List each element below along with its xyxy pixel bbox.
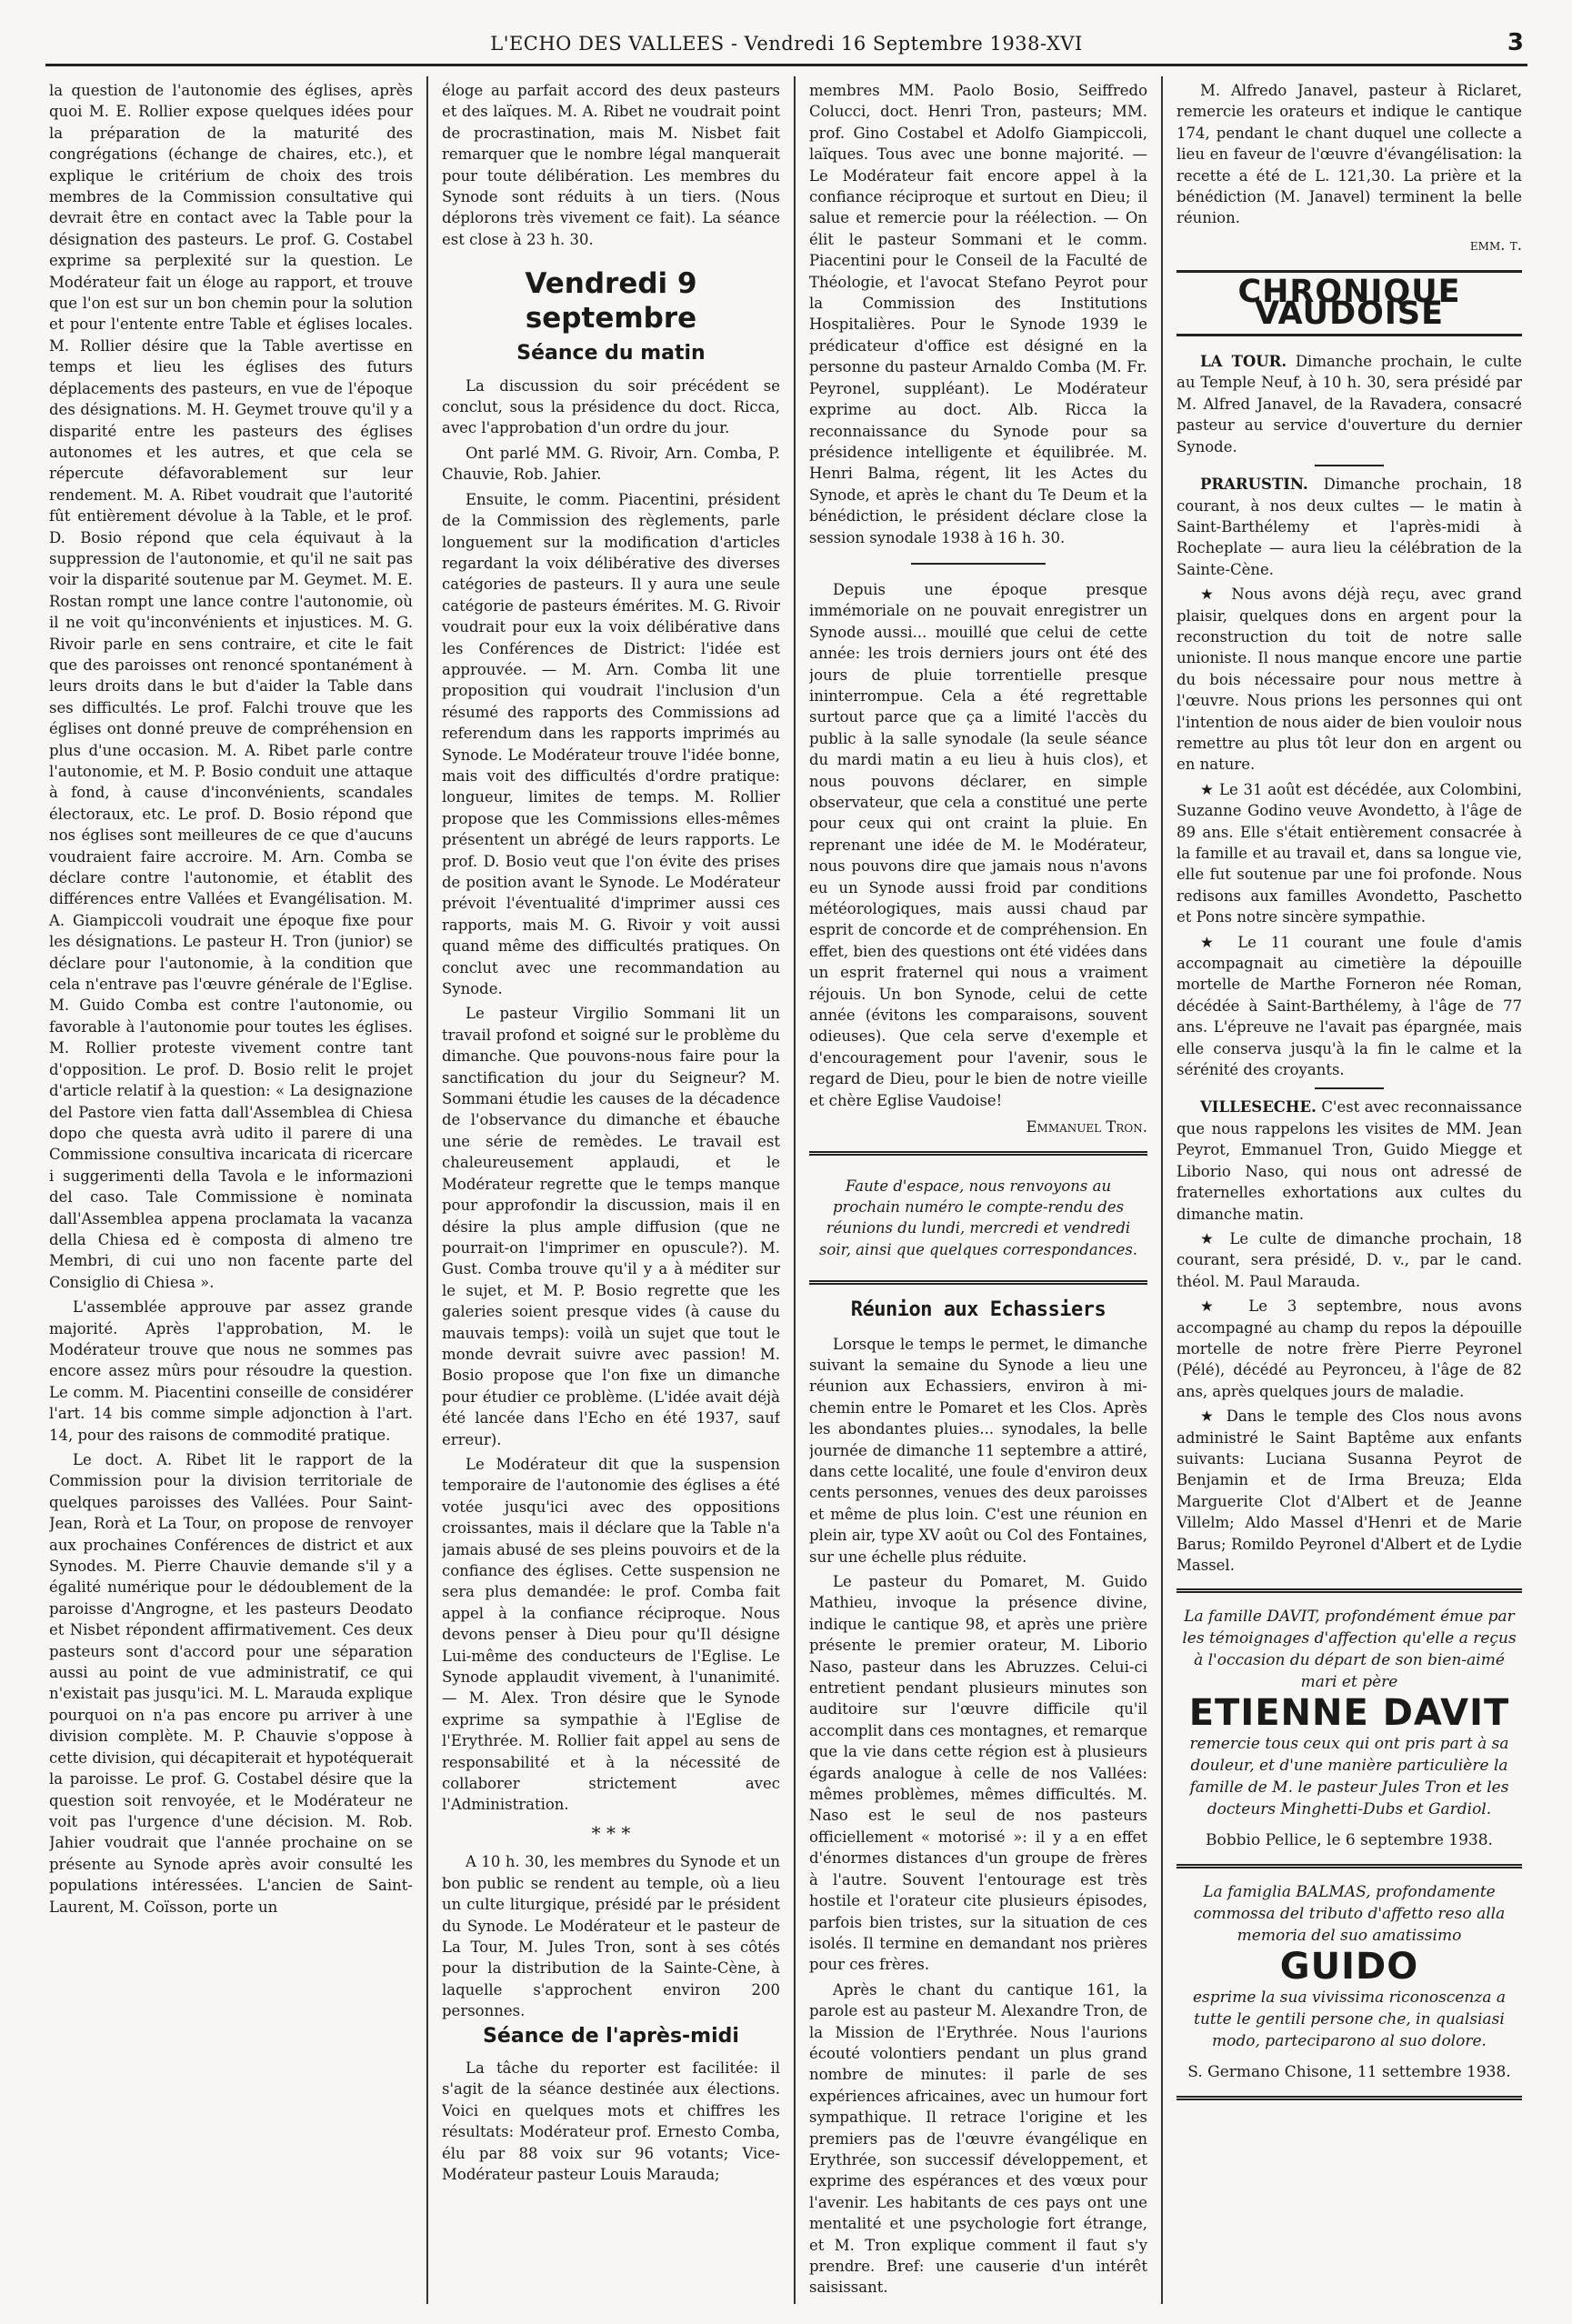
column-2 xyxy=(442,80,780,2299)
section-heading-morning: Séance du matin xyxy=(516,342,706,366)
notice-davit xyxy=(1176,1606,1522,1851)
divider xyxy=(911,563,1046,565)
column-rule xyxy=(794,76,796,2304)
news-text: Dimanche prochain, le culte au Temple Neuf, à 10 h. 30, sera présidé par M. Alfred Janavel, de la Ravadera, consacré pasteur au service d'ouverture du dernier Synode. xyxy=(1176,353,1522,456)
notice-footer: S. Germano Chisone, 11 settembre 1938. xyxy=(1187,2063,1511,2082)
notice-balmas xyxy=(1176,1881,1522,2083)
article-paragraph: Le doct. A. Ribet lit le rapport de la Commission pour la division territoriale de quelques paroisses des Vallées. Pour Saint-Jean, Rorà et La Tour, on propose de renvoyer aux prochaines Conférences de district et aux Synodes. M. Pierre Chauvie demande s'il y a égalité numérique pour le dédoublement de la paroisse d'Angrogne, et les pasteurs Deodato et Nisbet répondent affirmativement. Ces deux pasteurs sont d'accord pour une séparation aussi au point de vue administratif, ce qui n'existait pas jusqu'ici. M. L. Marauda explique pourquoi on n'a pas encore pu arriver à une division complète. M. P. Chauvie s'oppose à cette division, qui décapiterait et hypotéquerait la paroisse. Le prof. G. Costabel désire que la question soit renvoyée, et le Modérateur ne voit pas l'urgence d'une décision. M. Rob. Jahier voudrait que l'année prochaine on se présente au Synode après avoir consulté les populations intéressées. L'ancien de Saint-Laurent, M. Coïsson, porte un xyxy=(49,1451,413,1916)
section-heading-reunion: Réunion aux Echassiers xyxy=(850,1298,1106,1322)
divider xyxy=(1315,1087,1384,1089)
divider xyxy=(1176,1864,1522,1868)
place-name: LA TOUR. xyxy=(1200,353,1287,371)
column-rule xyxy=(1161,76,1163,2304)
news-text: Dimanche prochain, 18 courant, à nos deux cultes — le matin à Saint-Barthélemy et l'après-midi à Rocheplate — aura lieu la célébration de la Sainte-Cène. xyxy=(1176,476,1522,578)
chronique-title: CHRONIQUE VAUDOISE xyxy=(1176,270,1522,336)
article-paragraph: Le pasteur Virgilio Sommani lit un travail profond et soigné sur le problème du dimanche. Que pouvons-nous faire pour la sanctification du jour du Seigneur? M. Sommani étudie les causes de la décadence de l'observance du dimanche et ébauche une série de remèdes. Le travail est chaleureusement applaudi, et le Modérateur regrette que le temps manque pour approfondir la discussion, mais il en désire la plus ample diffusion (que ne pourrait-on l'imprimer en opuscule?). M. Gust. Comba trouve qu'il y a à méditer sur le sujet, et M. P. Bosio regrette que les galeries soient presque vides (à cause du mauvais temps): voilà un sujet que tout le monde devrait suivre avec passion! M. Bosio propose que l'on fixe un dimanche pour étudier ce problème. (L'idée avait déjà été lancée dans l'Echo en été 1937, sauf erreur). xyxy=(442,1005,780,1448)
column-1 xyxy=(49,80,413,2299)
news-item: ★ Le culte de dimanche prochain, 18 courant, sera présidé, D. v., par le cand. théol. M. Paul Marauda. xyxy=(1176,1229,1522,1290)
notice-text: remercie tous ceux qui ont pris part à sa douleur, et d'une manière particulière la famille de M. le pasteur Jules Tron et les docteurs Minghetti-Dubs et Gardiol. xyxy=(1189,1735,1509,1819)
news-item: ★ Le 31 août est décédée, aux Colombini, Suzanne Godino veuve Avondetto, à l'âge de 89 ans. Elle s'était entièrement consacrée à la famille et au travail et, dans sa longue vie, elle fut soutenue par une foi profonde. Nous redisons aux familles Avondetto, Paschetto et Pons notre sincère sympathie. xyxy=(1176,780,1522,927)
divider xyxy=(1315,465,1384,466)
section-heading-day: Vendredi 9 septembre xyxy=(525,267,697,336)
column-3 xyxy=(809,80,1147,2299)
signature: Emmanuel Tron. xyxy=(1026,1118,1147,1137)
notice-text: La famille DAVIT, profondément émue par les témoignages d'affection qu'elle a reçus à l'occasion du départ de son bien-aimé mari et père xyxy=(1182,1608,1517,1692)
notice-name: ETIENNE DAVIT xyxy=(1188,1692,1510,1735)
notice-text: esprime la sua vivissima riconoscenza a tutte le gentili persone che, in qualsiasi modo, parteciparono al suo dolore. xyxy=(1192,1988,1507,2051)
column-rule xyxy=(426,76,428,2304)
page-header xyxy=(45,27,1527,66)
article-paragraph: Depuis une époque presque immémoriale on ne pouvait enregistrer un Synode aussi... mouillé que celui de cette année: les trois derniers jours ont été des jours de pluie torrentielle presque ininterrompue. Cela a été regrettable surtout parce que ça a limité l'accès du public à la salle synodale (la seule séance du mardi matin a eu lieu à huis clos), et nous pouvons déclarer, en simple observateur, que cela a constitué une perte pour ceux qui ont craint la pluie. En reprenant une idée de M. le Modérateur, nous pouvons dire que jamais nous n'avons eu un Synode aussi froid par conditions météorologiques, mais aussi chaud par esprit de concorde et de compréhension. En effet, bien des questions ont été vidées dans un esprit fraternel qui nous a vraiment réjouis. Un bon Synode, celui de cette année (évitons les comparaisons, souvent odieuses). Que cela serve d'exemple et d'encouragement pour l'avenir, sous le regard de Dieu, pour le bien de notre vieille et chère Eglise Vaudoise! xyxy=(809,580,1147,1109)
column-4 xyxy=(1176,80,1522,2299)
article-paragraph: Après le chant du cantique 161, la parole est au pasteur M. Alexandre Tron, de la Mission de l'Erythrée. Nous l'aurions écouté volontiers pendant un plus grand nombre de minutes: il parle de ses expériences africaines, avec un humour fort sympathique. Il retrace l'origine et les premiers pas de l'œuvre évangélique en Erythrée, son successif développement, et exprime des espérances et des vœux pour l'avenir. Les habitants de ces pays ont une mentalité et une psychologie fort étrange, et M. Tron explique comment il faut s'y prendre. Bref: une causerie d'un intérêt saisissant. xyxy=(809,1980,1147,2297)
notice-footer: Bobbio Pellice, le 6 septembre 1938. xyxy=(1206,1831,1493,1850)
article-paragraph: La tâche du reporter est facilitée: il s'agit de la séance destinée aux élections. Voici en quelques mots et chiffres les résultats: Modérateur prof. Ernesto Comba, élu par 88 voix sur 96 votants; Vice-Modérateur pasteur Louis Marauda; xyxy=(442,2059,780,2183)
article-paragraph: Ont parlé MM. G. Rivoir, Arn. Comba, P. Chauvie, Rob. Jahier. xyxy=(442,444,780,484)
article-paragraph: Ensuite, le comm. Piacentini, président de la Commission des règlements, parle longuement sur la modification d'articles regardant la voix délibérative des diverses catégories de pasteurs. Il y aura une seule catégorie de pasteurs émérites. M. G. Rivoir voudrait pour eux la voix délibérative dans les Conférences de District: l'idée est approuvée. — M. Arn. Comba lit une proposition qui voudrait l'inclusion d'un résumé des rapports des Commissions ad referendum dans les rapports imprimés au Synode. Le Modérateur trouve l'idée bonne, mais voit des difficultés d'ordre pratique: longueur, limites de temps. M. Rollier propose que les Commissions elles-mêmes présentent un abrégé de leurs rapports. Le prof. D. Bosio veut que l'on évite des prises de position avant le Synode. Le Modérateur prévoit l'éventualité d'imprimer aussi ces rapports, mais M. G. Rivoir y voit aussi quand même des difficultés pratiques. On conclut avec une recommandation au Synode. xyxy=(442,490,780,998)
article-paragraph: la question de l'autonomie des églises, après quoi M. E. Rollier expose quelques idées pour la préparation de la maturité des congrégations (échange de chaires, etc.), et explique le critérium de choix des trois membres de la Commission consultative qui devrait être en contact avec la Table pour la désignation des pasteurs. Le prof. G. Costabel exprime sa perplexité sur la question. Le Modérateur fait un éloge au rapport, et trouve que l'on est sur un bon chemin pour la solution et pour l'entente entre Table et églises locales. M. Rollier désire que la Table avertisse en temps et lieu les églises des futurs déplacements des pasteurs, en vue de l'époque des désignations. M. H. Geymet trouve qu'il y a disparité entre les pasteurs des églises autonomes et les autres, et que cela se répercute défavorablement sur leur rendement. M. A. Ribet voudrait que l'autorité fût entièrement dévolue à la Table, et le prof. D. Bosio répond que cela équivaut à la suppression de l'autonomie, et qu'il ne sait pas voir la disparité soutenue par M. Geymet. M. E. Rostan rompt une lance contre l'autonomie, où il ne voit qu'inconvénients et injustices. M. G. Rivoir parle en sens contraire, et cite le fait que des paroisses ont renoncé spontanément à leurs droits dans le but d'aider la Table dans ses difficultés. Le prof. Falchi trouve que les églises ont donné preuve de compréhension en plus d'une occasion. M. A. Ribet parle contre l'autonomie, et M. P. Bosio conduit une attaque à fond, à cause d'inconvénients, scandales électoraux, etc. Le prof. D. Bosio répond que nos églises sont meilleures de ce que d'aucuns voudraient faire accroire. M. Arn. Comba se déclare contre l'autonomie, et établit des différences entre Vallées et Evangélisation. M. A. Giampiccoli voudrait une époque fixe pour les désignations. Le pasteur H. Tron (junior) se déclare pour l'autonomie, à la condition que cela n'entrave pas l'œuvre générale de l'Eglise. M. Guido Comba est contre l'autonomie, ou favorable à l'autonomie pour toutes les églises. M. Rollier proteste vivement contre tant d'opposition. Le prof. D. Bosio relit le projet d'article relatif à la question: « La designazione del Pastore vien fatta dall'Assemblea di Chiesa dopo che questa avrà udito il parere di una Commissione consultiva incaricata di ricercare i suggerimenti della Tavola e le informazioni del caso. Tale Commissione è nominata dall'Assemblea appena proclamata la vacanza della Chiesa ed è composta di almeno tre Membri, di cui uno non facente parte del Consiglio di Chiesa ». xyxy=(49,82,413,1291)
article-paragraph: La discussion du soir précédent se conclut, sous la présidence du doct. Ricca, avec l'approbation d'un ordre du jour. xyxy=(442,376,780,437)
news-item: ★ Le 11 courant une foule d'amis accompagnait au cimetière la dépouille mortelle de Marthe Forneron née Roman, décédée à Saint-Barthélemy, à l'âge de 77 ans. L'épreuve ne l'avait pas épargnée, mais elle conserva jusqu'à la fin le calme et la sérénité des croyants. xyxy=(1176,933,1522,1079)
divider xyxy=(809,1280,1147,1285)
notice-text: La famiglia BALMAS, profondamente commossa del tributo d'affetto reso alla memoria del suo amatissimo xyxy=(1193,1883,1506,1946)
divider xyxy=(1176,1588,1522,1593)
section-break: * * * xyxy=(591,1821,631,1844)
news-item: ★ Nous avons déjà reçu, avec grand plaisir, quelques dons en argent pour la reconstruction du toit de notre salle unioniste. Il nous manque encore une partie du bois nécessaire pour nous mettre à l'œuvre. Nous prions les personnes qui ont l'intention de nous aider de bien vouloir nous remettre au plus tôt leur don en argent ou en nature. xyxy=(1176,586,1522,774)
page-number: 3 xyxy=(1507,29,1524,56)
news-item: ★ Le 3 septembre, nous avons accompagné au champ du repos la dépouille mortelle de notre frère Pierre Peyronel (Pélé), décédé au Peyronceu, à l'âge de 82 ans, après quelques jours de maladie. xyxy=(1176,1297,1522,1400)
news-item: ★ Dans le temple des Clos nous avons administré le Saint Baptême aux enfants suivants: Luciana Susanna Peyrot de Benjamin et de Irma Breuza; Elda Marguerite Clot d'Albert et de Jeanne Villelm; Aldo Massel d'Henri et de Marie Barus; Romildo Peyronel d'Albert et de Lydie Massel. xyxy=(1176,1407,1522,1574)
article-paragraph: Lorsque le temps le permet, le dimanche suivant la semaine du Synode a lieu une réunion aux Echassiers, environ à mi-chemin entre le Pomaret et les Clos. Après les abondantes pluies... synodales, la belle journée de dimanche 11 septembre a attiré, dans cette localité, une foule d'environ deux cents personnes, venues des deux paroisses et même de plus loin. C'est une réunion en plein air, type XV août ou Col des Fontaines, sur une échelle plus réduite. xyxy=(809,1335,1147,1566)
initials-signature: emm. t. xyxy=(1469,235,1522,254)
place-name: PRARUSTIN. xyxy=(1200,476,1308,494)
article-paragraph: A 10 h. 30, les membres du Synode et un bon public se rendent au temple, où a lieu un culte liturgique, présidé par le président du Synode. Le Modérateur et le pasteur de La Tour, M. Jules Tron, sont à ses côtés pour la distribution de la Sainte-Cène, à laquelle s'approchent environ 200 personnes. xyxy=(442,1853,780,2020)
article-paragraph: Le pasteur du Pomaret, M. Guido Mathieu, invoque la présence divine, indique le cantique 98, et après une prière présente le premier orateur, M. Liborio Naso, pasteur dans les Abruzzes. Celui-ci entretient pendant plusieurs minutes son auditoire sur l'œuvre difficile qu'il accomplit dans ces montagnes, et remarque que la vie dans cette région est à plusieurs égards analogue à celle de nos Vallées: mêmes problèmes, mêmes difficultés. M. Naso est le seul de nos pasteurs officiellement « motorisé »: il y a en effet d'énormes distances d'un groupe de frères à l'autre. Souvent l'entourage est très hostile et l'orateur cite plusieurs épisodes, parfois bien tristes, sur la situation de ces isolés. Il termine en demandant nos prières pour ces frères. xyxy=(809,1573,1147,1974)
news-text: C'est avec reconnaissance que nous rappelons les visites de MM. Jean Peyrot, Emmanuel Tron, Guido Miegge et Liborio Naso, qui nous ont adressé de fraternelles exhortations aux cultes du dimanche matin. xyxy=(1176,1098,1522,1223)
article-paragraph: Le Modérateur dit que la suspension temporaire de l'autonomie des églises a été votée jusqu'ici avec des oppositions croissantes, mais il déclare que la Table n'a jamais abusé de ses pleins pouvoirs et de la confiance des églises. Cette suspension ne sera plus demandée: le prof. Comba fait appel à la confiance réciproque. Nous devons penser à Dieu pour qu'Il désigne Lui-même des conducteurs de l'Eglise. Le Synode applaudit vivement, à l'unanimité. — M. Alex. Tron désire que le Synode exprime sa sympathie à l'Eglise de l'Erythrée. M. Rollier fait appel au sens de responsabilité et à la nécessité de collaborer strictement avec l'Administration. xyxy=(442,1455,780,1814)
section-heading-afternoon: Séance de l'après-midi xyxy=(483,2024,739,2048)
divider xyxy=(809,1151,1147,1156)
masthead: L'ECHO DES VALLEES - Vendredi 16 Septembre 1938-XVI xyxy=(490,33,1083,55)
notice-name: GUIDO xyxy=(1279,1946,1419,1988)
article-paragraph: L'assemblée approuve par assez grande majorité. Après l'approbation, M. le Modérateur trouve que nous ne sommes pas encore assez mûrs pour résoudre la question. Le comm. M. Piacentini conseille de considérer l'art. 14 bis comme simple adjonction à l'art. 14, pour des raisons de commodité pratique. xyxy=(49,1298,413,1444)
article-paragraph: éloge au parfait accord des deux pasteurs et des laïques. M. A. Ribet ne voudrait point de procrastination, mais M. Nisbet fait remarquer que le nombre légal manquerait pour toute délibération. Les membres du Synode sont réduits à un tiers. (Nous déplorons très vivement ce fait). La séance est close à 23 h. 30. xyxy=(442,82,780,248)
notice: Faute d'espace, nous renvoyons au prochain numéro le compte-rendu des réunions du lundi, mercredi et vendredi soir, ainsi que quelques correspondances. xyxy=(818,1177,1138,1258)
article-paragraph: M. Alfredo Janavel, pasteur à Riclaret, remercie les orateurs et indique le cantique 174, pendant le chant duquel une collecte a lieu en faveur de l'œuvre d'évangélisation: la recette a été de L. 121,30. La prière et la bénédiction (M. Janavel) terminent la belle réunion. xyxy=(1176,82,1522,227)
place-name: VILLESECHE. xyxy=(1200,1098,1317,1117)
divider xyxy=(1176,2096,1522,2100)
article-paragraph: membres MM. Paolo Bosio, Seiffredo Colucci, doct. Henri Tron, pasteurs; MM. prof. Gino Costabel et Adolfo Giampiccoli, laïques. Tous avec une bonne majorité. — Le Modérateur fait encore appel à la confiance réciproque et surtout en Dieu; il salue et remercie pour la réélection. — On élit le pasteur Sommani et le comm. Piacentini pour le Conseil de la Faculté de Théologie, et l'avocat Stefano Peyrot pour la Commission des Institutions Hospitalières. Pour le Synode 1939 le prédicateur d'office est désigné en la personne du pasteur Arnaldo Comba (M. Fr. Peyronel, suppléant). Le Modérateur exprime au doct. Alb. Ricca la reconnaissance du Synode pour sa présidence intelligente et équilibrée. M. Henri Balma, régent, lit les Actes du Synode, et après le chant du Te Deum et la bénédiction, le président déclare close la session synodale 1938 à 16 h. 30. xyxy=(809,82,1147,546)
